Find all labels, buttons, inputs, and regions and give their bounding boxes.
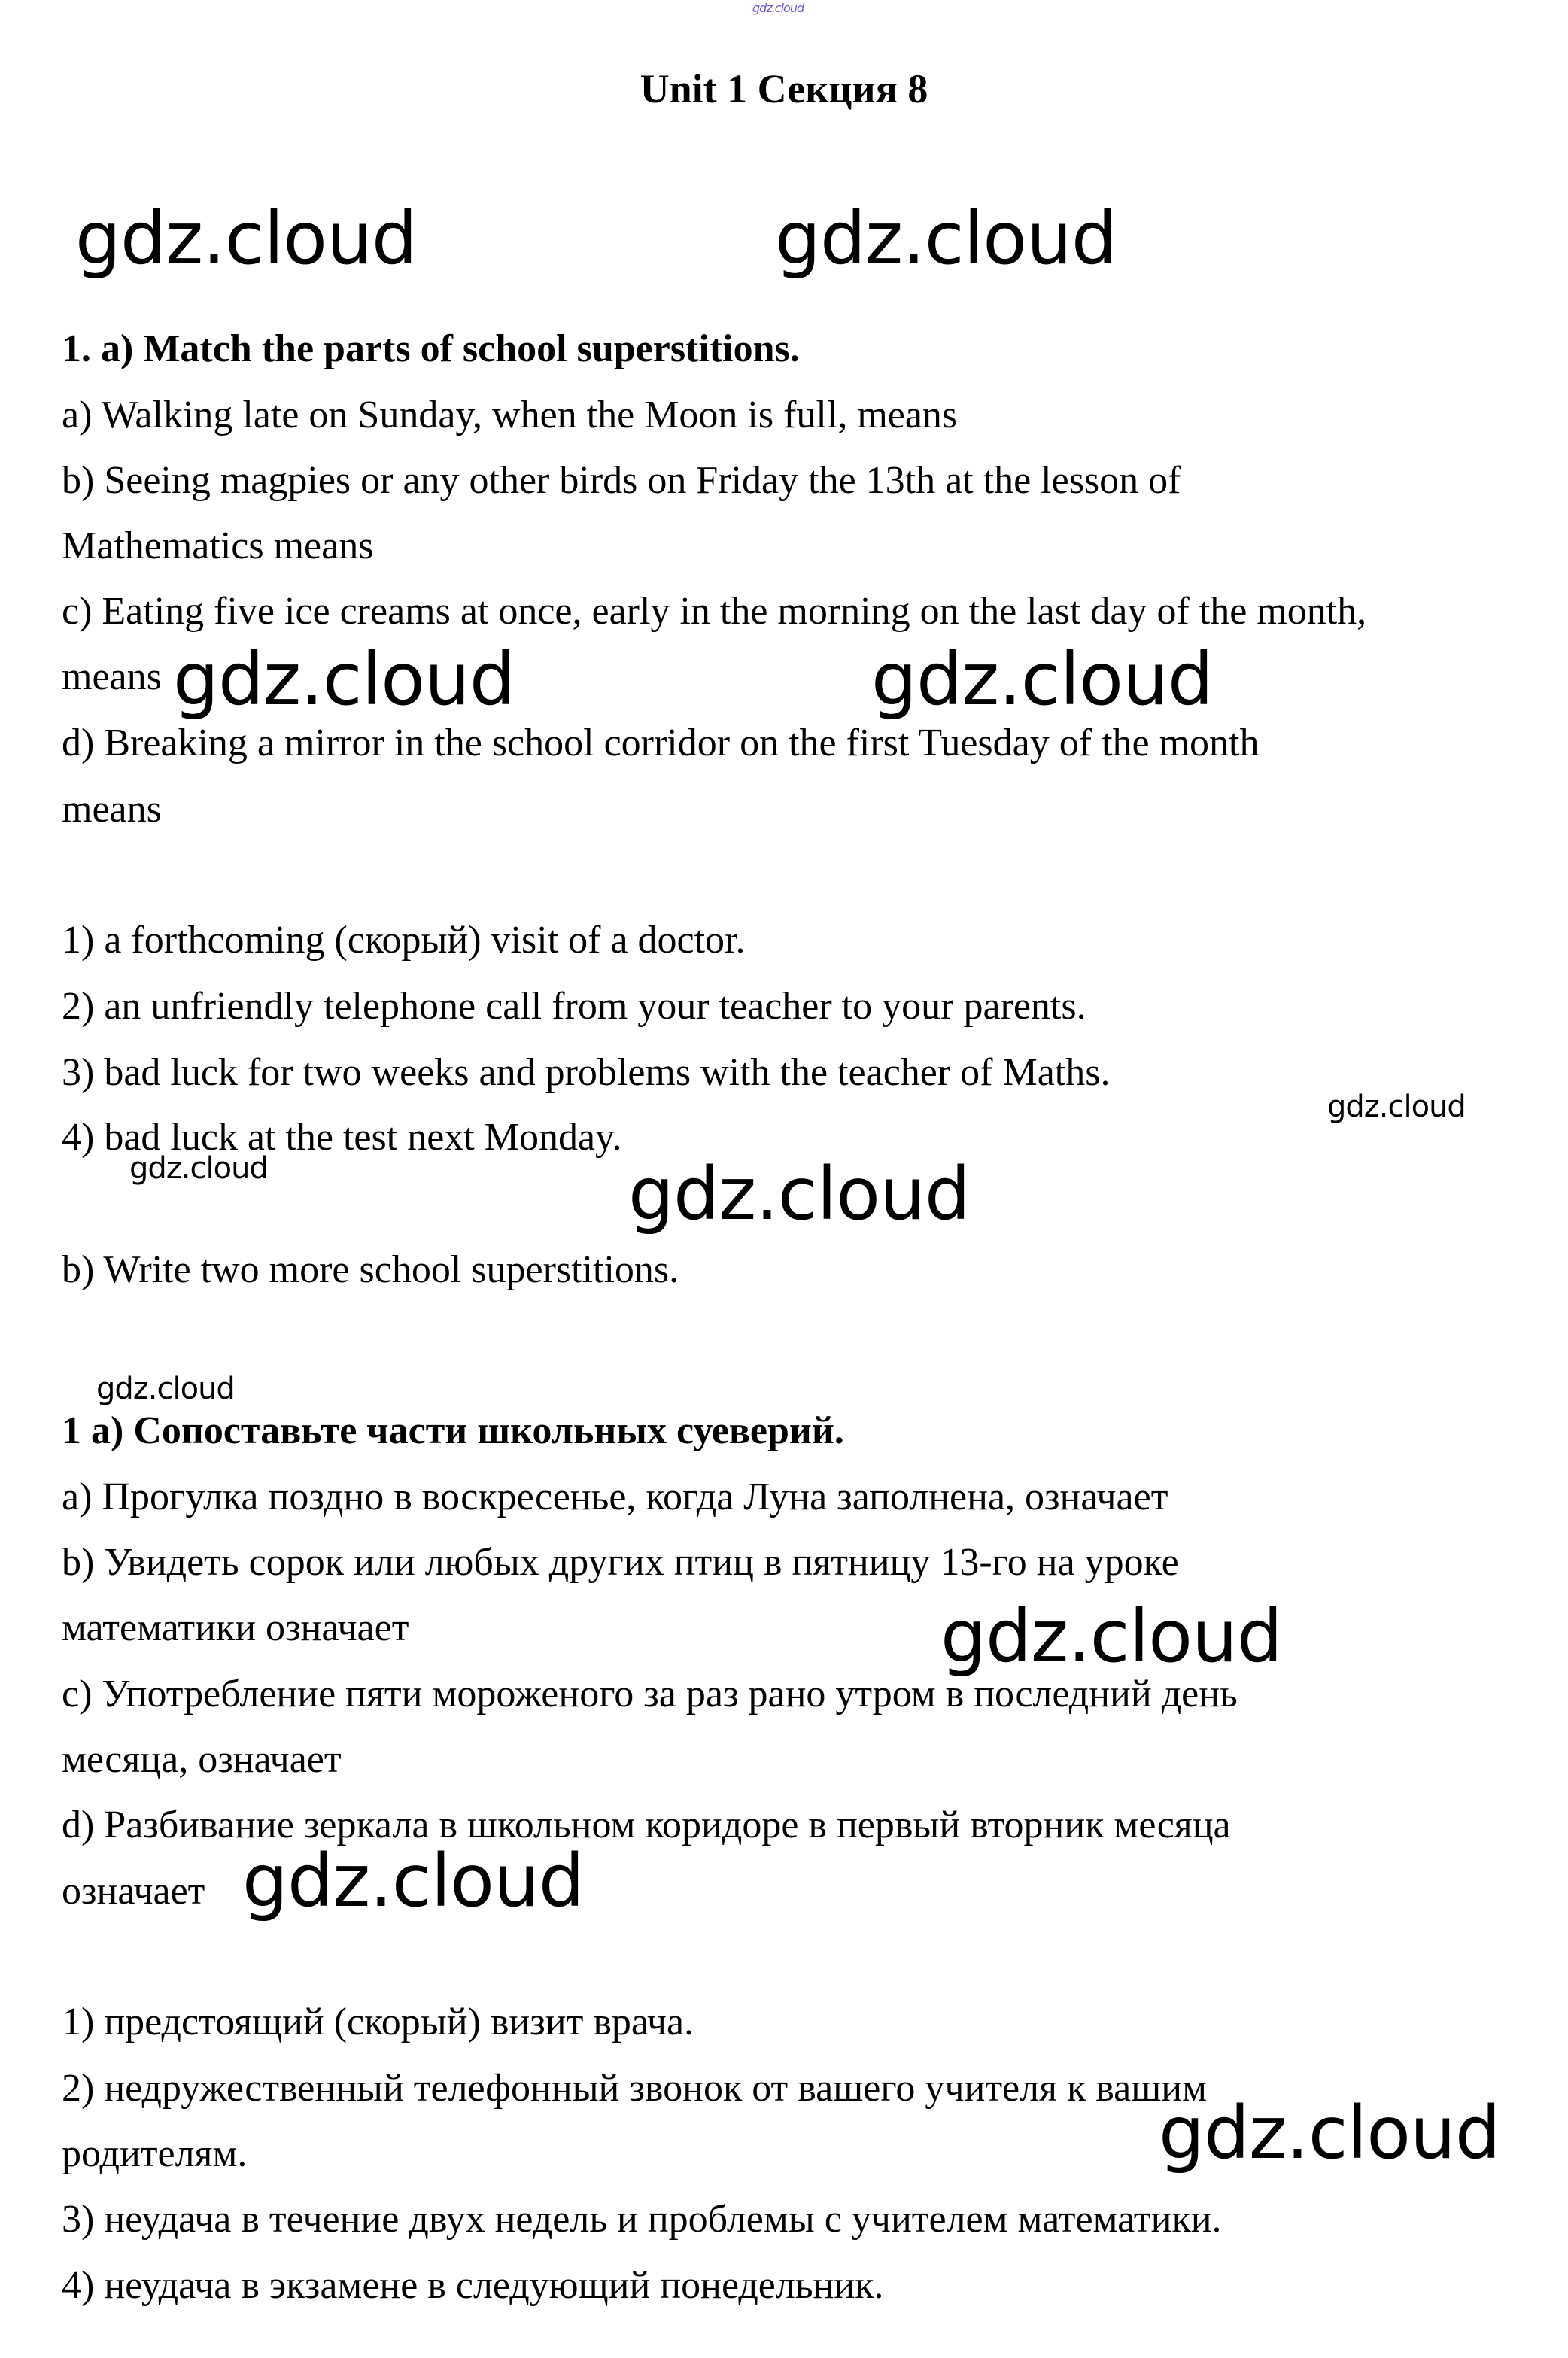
answer-3-ru: 3) неудача в течение двух недель и проблемы с учителем математики. bbox=[62, 2198, 1222, 2241]
watermark: gdz.cloud bbox=[242, 1839, 584, 1923]
item-d: d) Breaking a mirror in the school corridor on the first Tuesday of the month bbox=[62, 722, 1260, 764]
page-title: Unit 1 Секция 8 bbox=[640, 66, 928, 111]
answer-4-ru: 4) неудача в экзамене в следующий понедельник. bbox=[62, 2264, 884, 2307]
watermark: gdz.cloud bbox=[940, 1594, 1282, 1679]
item-b-continued-ru: математики означает bbox=[62, 1606, 409, 1649]
exercise-heading-ru: 1 а) Сопоставьте части школьных суеверий. bbox=[62, 1409, 844, 1452]
answer-2: 2) an unfriendly telephone call from your teacher to your parents. bbox=[62, 985, 1086, 1028]
watermark: gdz.cloud bbox=[1327, 1089, 1466, 1124]
item-b: b) Seeing magpies or any other birds on Friday the 13th at the lesson of bbox=[62, 459, 1181, 502]
top-watermark: gdz.cloud bbox=[752, 1, 804, 15]
item-c: c) Eating five ice creams at once, early in the morning on the last day of the month, bbox=[62, 590, 1367, 633]
exercise-heading: 1. a) Match the parts of school superstitions. bbox=[62, 327, 800, 370]
watermark: gdz.cloud bbox=[129, 1151, 268, 1186]
watermark: gdz.cloud bbox=[173, 637, 515, 722]
answer-1: 1) a forthcoming (скорый) visit of a doctor. bbox=[62, 919, 746, 962]
watermark: gdz.cloud bbox=[775, 196, 1117, 281]
item-d-ru: d) Разбивание зеркала в школьном коридоре в первый вторник месяца bbox=[62, 1803, 1231, 1846]
item-b-continued: Mathematics means bbox=[62, 524, 374, 567]
item-a: a) Walking late on Sunday, when the Moon is full, means bbox=[62, 394, 958, 436]
watermark: gdz.cloud bbox=[871, 637, 1213, 722]
answer-4: 4) bad luck at the test next Monday. bbox=[62, 1116, 622, 1159]
answer-2-continued-ru: родителям. bbox=[62, 2132, 248, 2175]
item-c-continued: means bbox=[62, 655, 162, 698]
watermark: gdz.cloud bbox=[75, 196, 417, 281]
watermark: gdz.cloud bbox=[96, 1372, 235, 1406]
watermark: gdz.cloud bbox=[628, 1152, 970, 1236]
exercise-part-b: b) Write two more school superstitions. bbox=[62, 1248, 679, 1291]
item-a-ru: a) Прогулка поздно в воскресенье, когда Луна заполнена, означает bbox=[62, 1475, 1168, 1518]
item-c-continued-ru: месяца, означает bbox=[62, 1738, 342, 1781]
item-d-continued: means bbox=[62, 788, 162, 831]
answer-3: 3) bad luck for two weeks and problems with the teacher of Maths. bbox=[62, 1051, 1111, 1094]
answer-1-ru: 1) предстоящий (скорый) визит врача. bbox=[62, 2001, 694, 2043]
item-b-ru: b) Увидеть сорок или любых других птиц в пятницу 13-го на уроке bbox=[62, 1541, 1179, 1584]
item-d-continued-ru: означает bbox=[62, 1870, 205, 1913]
watermark: gdz.cloud bbox=[1159, 2091, 1500, 2175]
answer-2-ru: 2) недружественный телефонный звонок от вашего учителя к вашим bbox=[62, 2067, 1207, 2110]
item-c-ru: c) Употребление пяти мороженого за раз рано утром в последний день bbox=[62, 1673, 1238, 1715]
